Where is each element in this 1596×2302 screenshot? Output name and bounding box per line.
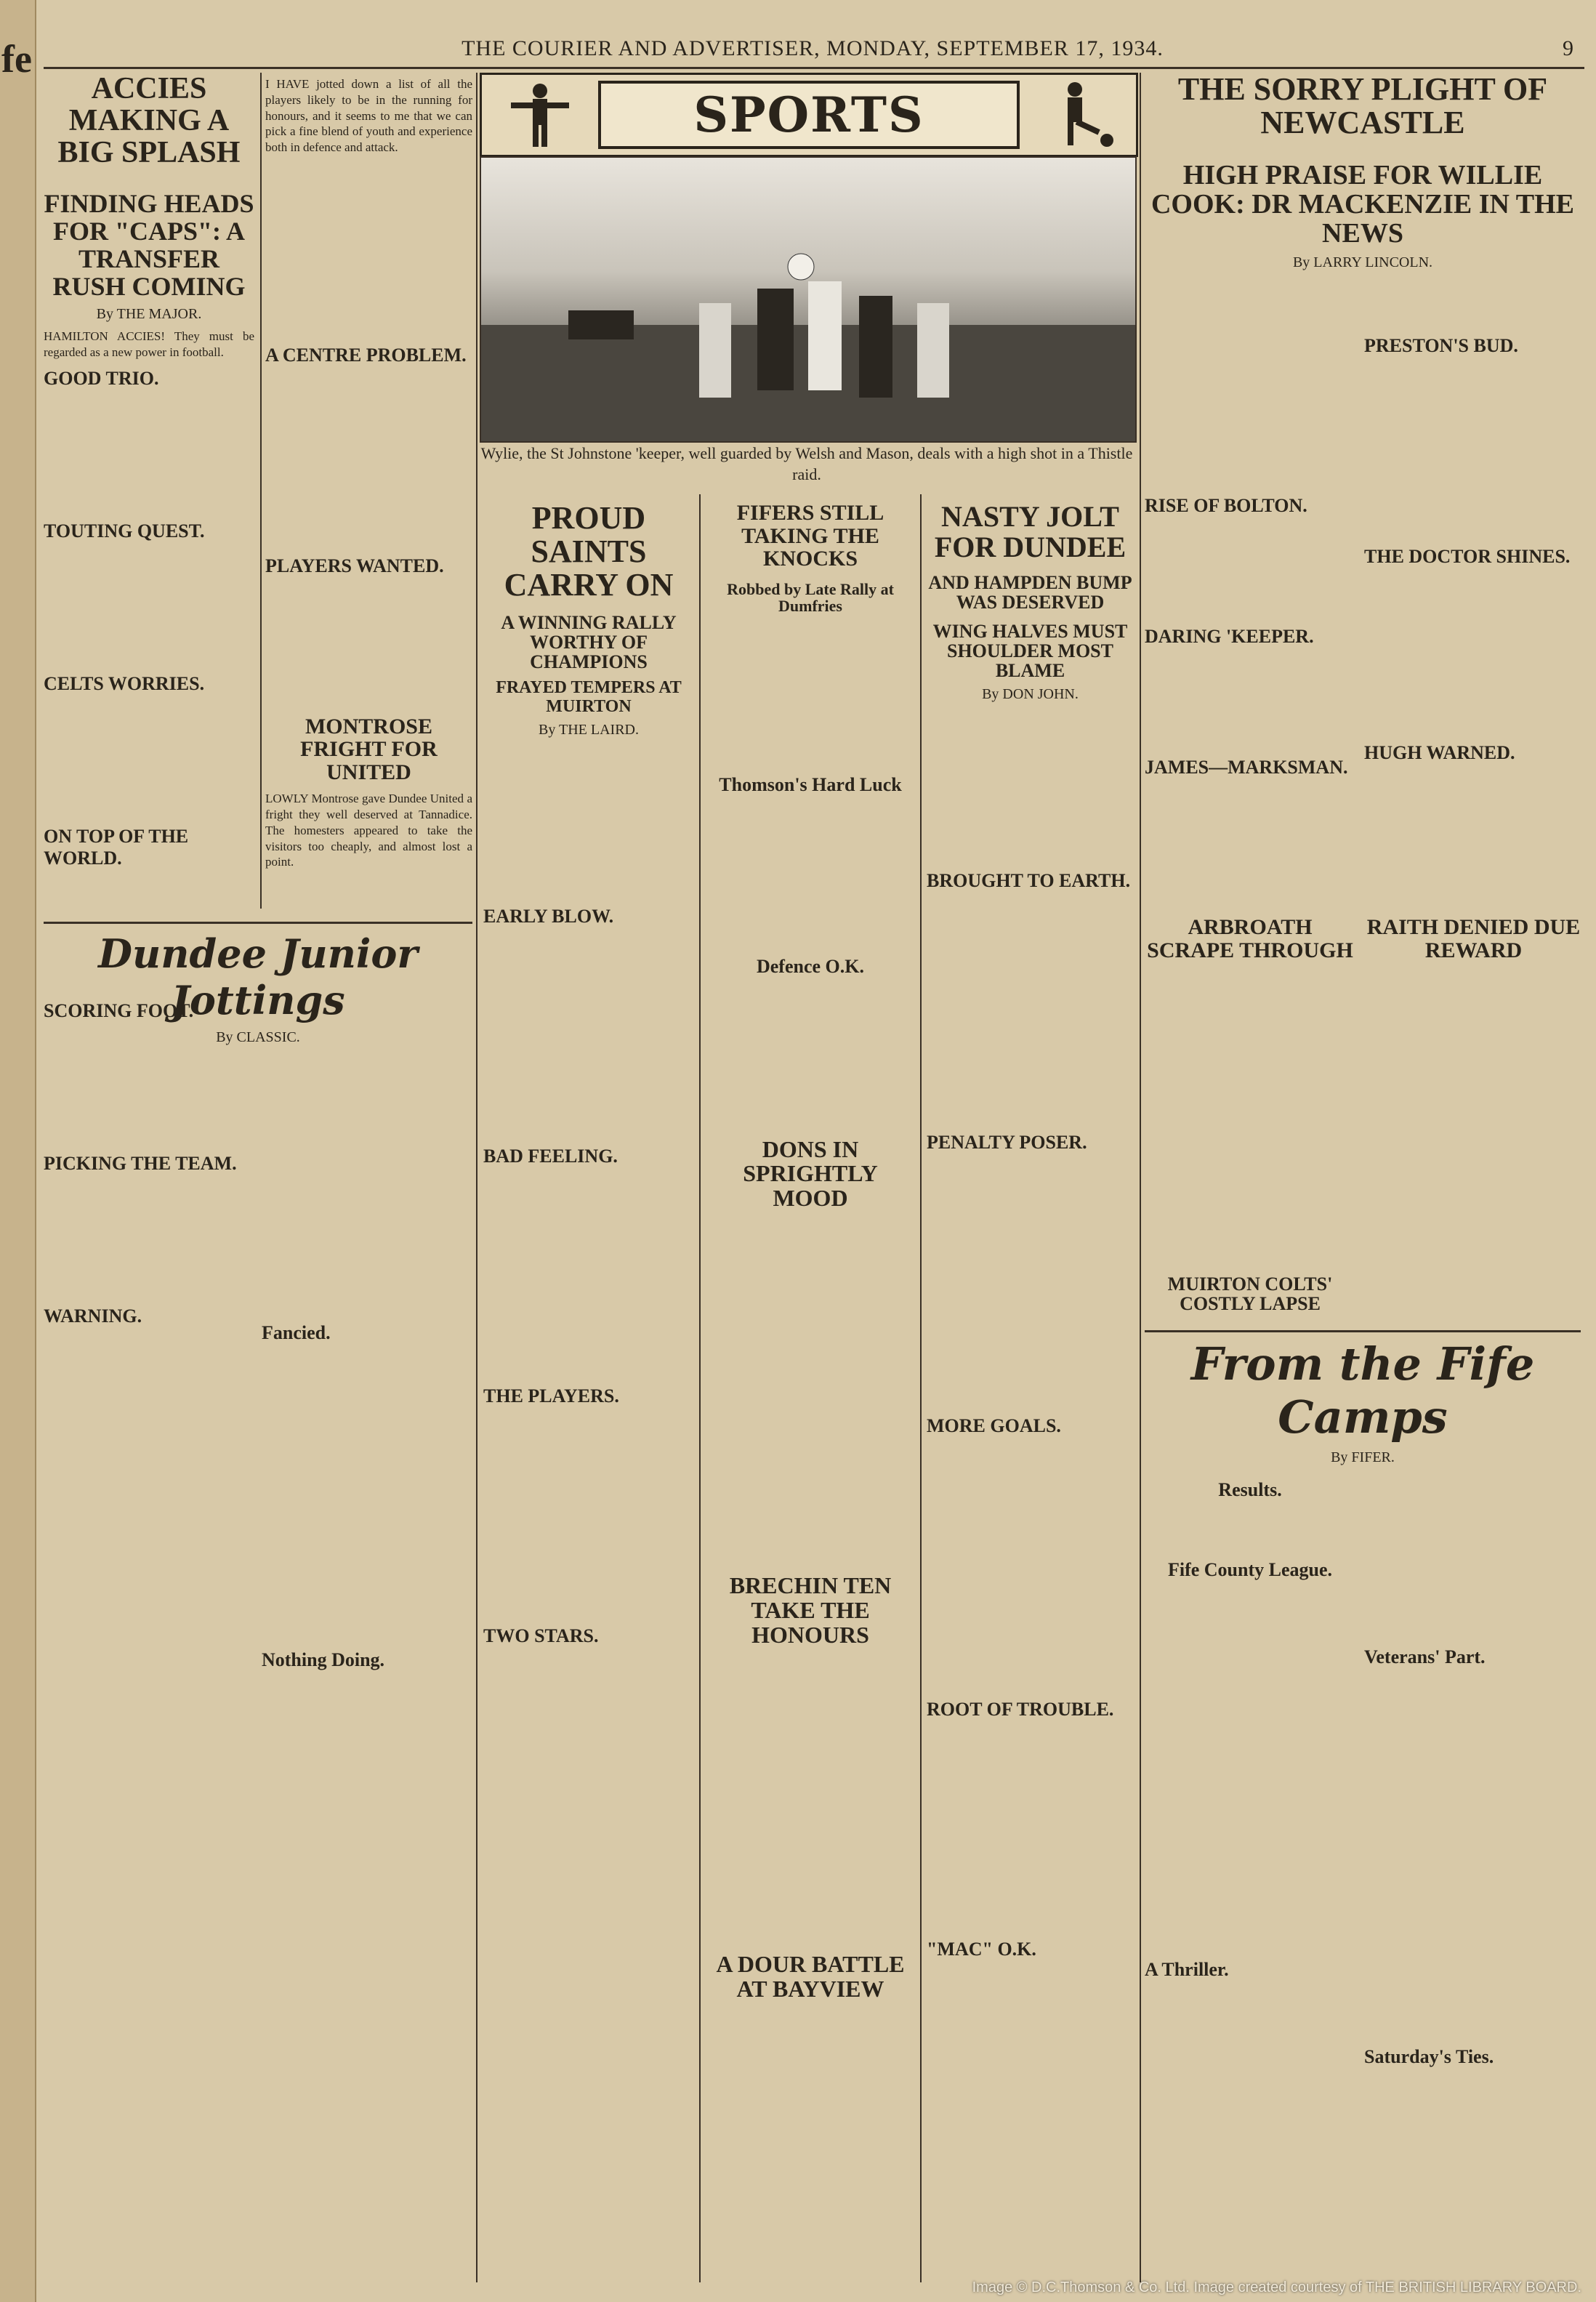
section-a-thriller: A Thriller.: [1145, 1959, 1229, 1980]
headline-dons: DONS IN SPRIGHTLY MOOD: [743, 1135, 878, 1211]
section-penalty-poser: PENALTY POSER.: [927, 1132, 1087, 1154]
section-hugh-warned: HUGH WARNED.: [1364, 742, 1515, 764]
newcastle-col-b: [1364, 277, 1575, 783]
column-rule-1: [260, 73, 262, 909]
byline-don-john: By DON JOHN.: [982, 686, 1079, 703]
headline-newcastle: THE SORRY PLIGHT OF NEWCASTLE: [1177, 73, 1548, 141]
image-credit: Image © D.C.Thomson & Co. Ltd. Image created courtesy of THE BRITISH LIBRARY BOARD.: [972, 2279, 1581, 2295]
junior-rule: [44, 922, 472, 924]
masthead-left-fragment: fe: [1, 37, 32, 81]
section-prestons-bud: PRESTON'S BUD.: [1364, 335, 1518, 357]
headline-fife: From the Fife Camps: [1190, 1337, 1535, 1444]
column-junior: [44, 930, 472, 2282]
sports-banner: [480, 73, 1138, 157]
left-page-edge: [0, 0, 36, 2302]
section-rise-of-bolton: RISE OF BOLTON.: [1145, 495, 1307, 517]
section-good-trio: GOOD TRIO.: [44, 367, 159, 389]
section-warning: WARNING.: [44, 1305, 142, 1327]
headline-dundee: NASTY JOLT FOR DUNDEE: [934, 502, 1127, 563]
headline-montrose: MONTROSE FRIGHT FOR UNITED: [300, 714, 438, 784]
boxer-figure-icon: [496, 79, 584, 149]
masthead-rule: [44, 67, 1584, 69]
fife-col-b: [1364, 1472, 1575, 2072]
byline-major: By THE MAJOR.: [96, 306, 202, 323]
column-rule-3: [699, 494, 701, 2282]
section-veterans-part: Veterans' Part.: [1364, 1646, 1486, 1667]
photo-caption: Wylie, the St Johnstone 'keeper, well guarded by Welsh and Mason, deals with a high shot in a Thistle raid.: [480, 444, 1133, 483]
headline-muirton-colts: MUIRTON COLTS' COSTLY LAPSE: [1167, 1273, 1333, 1315]
section-fancied: Fancied.: [262, 1322, 331, 1343]
headline-fifers: FIFERS STILL TAKING THE KNOCKS: [736, 502, 884, 571]
column-rule-2: [476, 73, 477, 2282]
section-players-wanted: PLAYERS WANTED.: [265, 555, 444, 576]
column-dundee: [927, 502, 1134, 2282]
players-intro: I HAVE jotted down a list of all the players likely to be in the running for honours, and it seems to me that we can pick a fine blend of youth and experience both in defence and attack.: [265, 77, 472, 154]
accies-lead: HAMILTON ACCIES! They must be regarded as a new power in football.: [44, 329, 254, 360]
headline-arbroath: ARBROATH SCRAPE THROUGH: [1147, 916, 1353, 962]
section-touting-quest: TOUTING QUEST.: [44, 520, 205, 542]
column-rule-4: [920, 494, 922, 2282]
fife-league-label: Fife County League.: [1167, 1559, 1333, 1580]
section-centre-problem: A CENTRE PROBLEM.: [265, 344, 467, 366]
deck-dundee: WING HALVES MUST SHOULDER MOST BLAME: [932, 620, 1128, 682]
section-defence-ok: Defence O.K.: [756, 955, 864, 977]
byline-laird: By THE LAIRD.: [539, 721, 639, 738]
montrose-body: LOWLY Montrose gave Dundee United a fright they well deserved at Tannadice. The homesters appeared to take the visitors too cheaply, and almost lost a point.: [265, 792, 472, 869]
subheadline-saints: A WINNING RALLY WORTHY OF CHAMPIONS: [501, 611, 677, 673]
section-top-of-world: ON TOP OF THE WORLD.: [44, 825, 189, 869]
deck-saints: FRAYED TEMPERS AT MUIRTON: [496, 678, 682, 716]
column-rule-5: [1140, 73, 1141, 2282]
headline-saints: PROUD SAINTS CARRY ON: [504, 502, 674, 603]
headline-raith: RAITH DENIED DUE REWARD: [1366, 916, 1581, 962]
section-celts-worries: CELTS WORRIES.: [44, 672, 205, 694]
section-more-goals: MORE GOALS.: [927, 1415, 1061, 1437]
section-root-of-trouble: ROOT OF TROUBLE.: [927, 1699, 1114, 1721]
match-photo-figures: [481, 158, 1135, 441]
fife-col-a: [1145, 1472, 1355, 2072]
column-arbroath: [1145, 916, 1355, 1323]
section-bad-feeling: BAD FEELING.: [483, 1145, 618, 1167]
subheadline-accies: FINDING HEADS FOR "CAPS": A TRANSFER RUSH COMING: [44, 189, 254, 301]
column-players: [265, 76, 472, 912]
section-saturdays-ties: Saturday's Ties.: [1364, 2046, 1494, 2067]
fife-results-label: Results.: [1218, 1479, 1282, 1500]
section-nothing-doing: Nothing Doing.: [262, 1649, 385, 1670]
byline-classic: By CLASSIC.: [216, 1029, 300, 1045]
masthead-title: THE COURIER AND ADVERTISER, MONDAY, SEPTEMBER 17, 1934.: [462, 36, 1164, 60]
column-fife: [1145, 1337, 1581, 2282]
section-daring-keeper: DARING 'KEEPER.: [1145, 626, 1314, 648]
column-raith: [1366, 916, 1581, 1323]
sports-section-title: SPORTS: [598, 81, 1020, 149]
deck-fifers: Robbed by Late Rally at Dumfries: [727, 579, 894, 615]
footballer-figure-icon: [1034, 79, 1121, 149]
section-the-players: THE PLAYERS.: [483, 1385, 619, 1406]
column-saints: [483, 502, 694, 2282]
newcastle-col-a: [1145, 277, 1355, 783]
page-number: 9: [1563, 36, 1574, 60]
headline-junior: Dundee Junior Jottings: [98, 930, 418, 1023]
subheadline-dundee: AND HAMPDEN BUMP WAS DESERVED: [928, 572, 1132, 613]
fife-rule: [1145, 1330, 1581, 1332]
byline-fifer: By FIFER.: [1331, 1449, 1395, 1465]
section-picking-team: PICKING THE TEAM.: [44, 1152, 237, 1174]
section-mac-ok: "MAC" O.K.: [927, 1939, 1036, 1960]
section-doctor-shines: THE DOCTOR SHINES.: [1364, 546, 1571, 568]
section-scoring-foot: SCORING FOOT.: [44, 999, 194, 1021]
masthead: [29, 36, 1596, 65]
section-two-stars: TWO STARS.: [483, 1625, 599, 1646]
match-photo: [480, 156, 1137, 443]
section-thomson: Thomson's Hard Luck: [719, 773, 902, 795]
column-fifers: [705, 502, 916, 2282]
headline-accies: ACCIES MAKING A BIG SPLASH: [57, 73, 241, 170]
subheadline-newcastle: HIGH PRAISE FOR WILLIE COOK: DR MACKENZIE IN THE NEWS: [1150, 160, 1575, 249]
headline-bayview: A DOUR BATTLE AT BAYVIEW: [716, 1951, 905, 2002]
section-brought-to-earth: BROUGHT TO EARTH.: [927, 870, 1131, 892]
byline-larry-lincoln: By LARRY LINCOLN.: [1292, 254, 1433, 271]
column-newcastle: [1145, 73, 1581, 800]
section-early-blow: EARLY BLOW.: [483, 905, 614, 927]
section-james-marksman: JAMES—MARKSMAN.: [1145, 757, 1348, 778]
headline-brechin: BRECHIN TEN TAKE THE HONOURS: [729, 1572, 892, 1648]
